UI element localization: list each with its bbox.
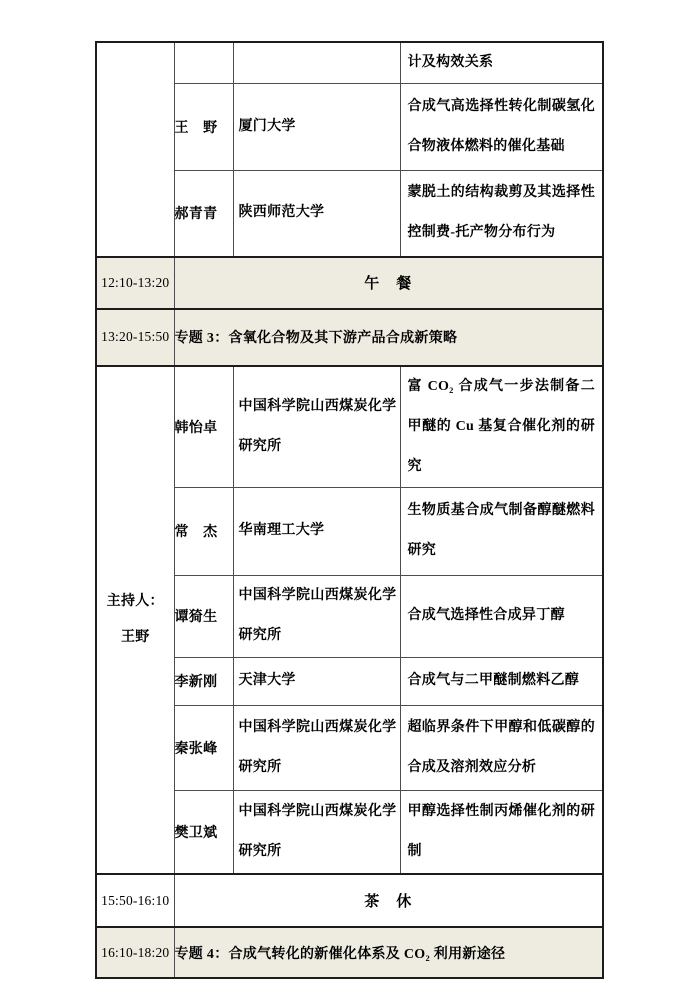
table-row	[96, 366, 603, 488]
affiliation-text: 华南理工大学	[238, 523, 325, 538]
affiliation-text: 天津大学	[238, 673, 296, 688]
lunch-label-cell: 午 餐	[174, 257, 603, 309]
affiliation-text: 陕西师范大学	[238, 205, 325, 221]
talk-title: 生物质基合成气制备醇醚燃料研究	[407, 503, 595, 558]
title-cell	[400, 790, 603, 874]
title-cell	[400, 705, 603, 790]
title-cell	[400, 487, 603, 575]
session-header-cell: 专题 3：含氧化合物及其下游产品合成新策略	[174, 309, 603, 366]
talk-title: 合成气高选择性转化制碳氢化合物液体燃料的催化基础	[407, 99, 595, 154]
moderator-cell	[96, 366, 174, 875]
speaker-cell: 谭猗生	[174, 575, 233, 657]
tea-label-cell: 茶 休	[174, 874, 603, 927]
speaker-cell: 郝青青	[174, 171, 233, 257]
affiliation-cell	[233, 42, 400, 84]
speaker-cell: 韩怡卓	[174, 366, 233, 488]
affiliation-text: 厦门大学	[238, 119, 296, 134]
title-cell	[400, 84, 603, 171]
lunch-row	[96, 257, 603, 309]
talk-title: 合成气选择性合成异丁醇	[407, 608, 565, 623]
affiliation-cell	[233, 575, 400, 657]
talk-title: 富 CO₂ 合成气一步法制备二甲醚的 Cu 基复合催化剂的研究	[407, 378, 595, 474]
time-cell: 12:10-13:20	[96, 257, 174, 309]
speaker-cell	[174, 42, 233, 84]
speaker-cell: 樊卫斌	[174, 790, 233, 874]
affiliation-text: 中国科学院山西煤炭化学研究所	[238, 719, 397, 775]
talk-title: 计及构效关系	[407, 55, 494, 70]
affiliation-cell	[233, 705, 400, 790]
time-cell: 13:20-15:50	[96, 309, 174, 366]
moderator-label: 主持人：	[106, 593, 164, 609]
affiliation-cell	[233, 487, 400, 575]
talk-title: 蒙脱土的结构裁剪及其选择性控制费-托产物分布行为	[407, 185, 595, 241]
affiliation-text: 中国科学院山西煤炭化学研究所	[238, 803, 397, 859]
affiliation-text: 中国科学院山西煤炭化学研究所	[238, 398, 397, 454]
title-cell	[400, 366, 603, 488]
affiliation-cell	[233, 171, 400, 257]
carryover-moderator-cell	[96, 42, 174, 257]
talk-title: 甲醇选择性制丙烯催化剂的研制	[407, 803, 595, 859]
title-cell	[400, 575, 603, 657]
session3-header-row	[96, 309, 603, 366]
affiliation-cell	[233, 657, 400, 705]
session-header-cell: 专题 4：合成气转化的新催化体系及 CO₂ 利用新途径	[174, 927, 603, 978]
title-cell	[400, 171, 603, 257]
talk-title: 超临界条件下甲醇和低碳醇的合成及溶剂效应分析	[407, 719, 595, 775]
session4-header-row	[96, 927, 603, 978]
speaker-cell: 秦张峰	[174, 705, 233, 790]
time-cell: 15:50-16:10	[96, 874, 174, 927]
affiliation-cell	[233, 84, 400, 171]
time-cell: 16:10-18:20	[96, 927, 174, 978]
affiliation-cell	[233, 366, 400, 488]
affiliation-text: 中国科学院山西煤炭化学研究所	[238, 588, 397, 643]
table-row	[96, 42, 603, 84]
speaker-cell: 李新刚	[174, 657, 233, 705]
affiliation-cell	[233, 790, 400, 874]
speaker-cell: 王 野	[174, 84, 233, 171]
moderator-name: 王野	[120, 629, 150, 645]
schedule-table	[95, 41, 604, 979]
tea-break-row	[96, 874, 603, 927]
title-cell	[400, 42, 603, 84]
title-cell	[400, 657, 603, 705]
talk-title: 合成气与二甲醚制燃料乙醇	[407, 673, 580, 688]
speaker-cell: 常 杰	[174, 487, 233, 575]
